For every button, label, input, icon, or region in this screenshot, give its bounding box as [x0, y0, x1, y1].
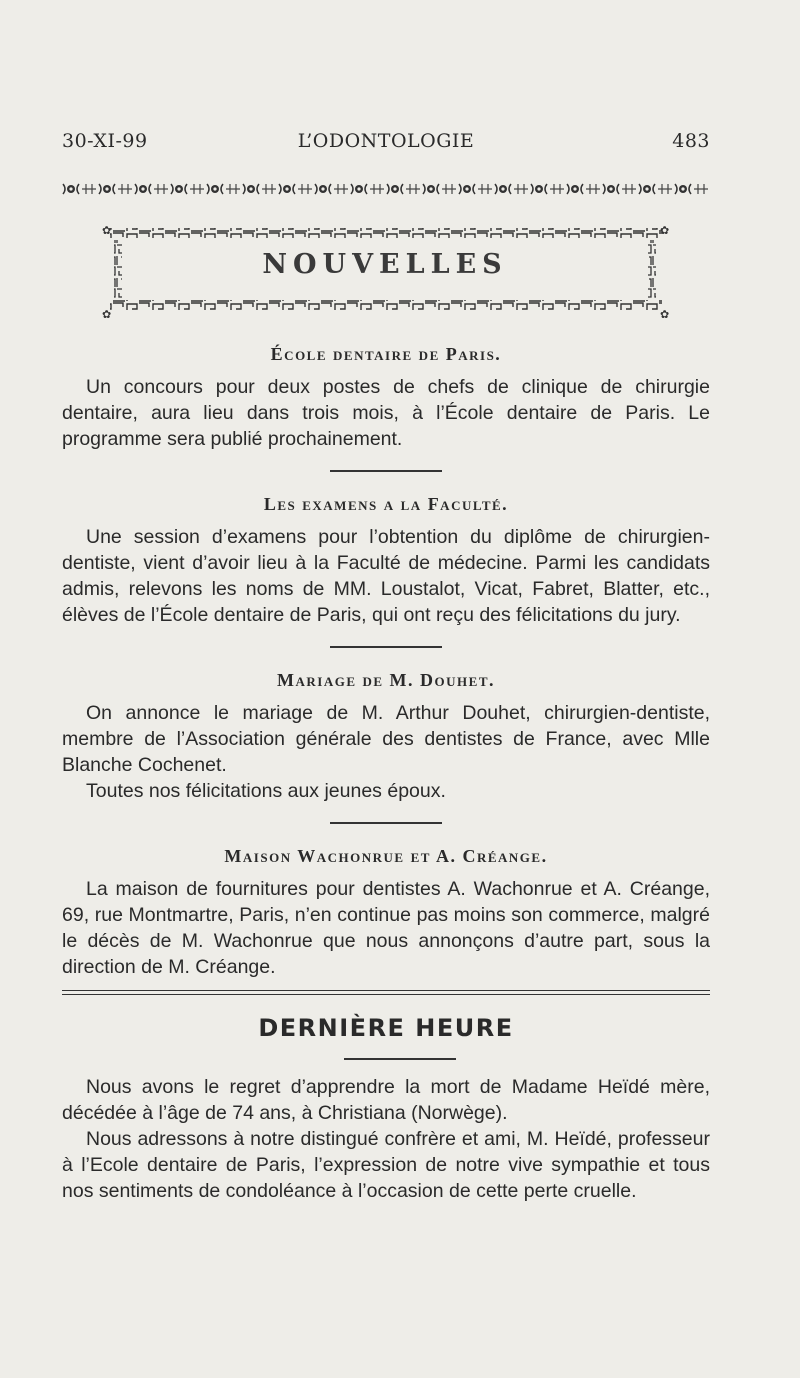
svg-text:✿: ✿ — [102, 308, 112, 321]
section-examens — [62, 490, 710, 628]
section-divider — [330, 822, 442, 824]
section-paragraph: Un concours pour deux postes de chefs de clinique de chirurgie dentaire, aura lieu dans trois mois, à l’École dentaire de Paris. Le programme sera publié prochainement. — [62, 376, 710, 450]
svg-text:✿: ✿ — [102, 224, 112, 237]
header-date: 30-XI-99 — [62, 130, 148, 152]
section-paragraph: On annonce le mariage de M. Arthur Douhet, chirurgien-dentiste, membre de l’Association générale des dentistes de France, avec Mlle Blanche Cochenet. — [62, 702, 710, 776]
nouvelles-ornamental-frame — [100, 222, 670, 324]
heading-underline — [344, 1058, 456, 1060]
page-number: 483 — [672, 130, 710, 152]
section-paragraph: Toutes nos félicitations aux jeunes époux. — [86, 780, 446, 802]
section-title: Maison Wachonrue et A. Créange. — [224, 846, 548, 866]
decorative-ornament-band — [62, 180, 710, 198]
section-mariage — [62, 666, 710, 804]
news-content — [62, 340, 710, 980]
section-paragraph: Nous avons le regret d’apprendre la mort de Madame Heïdé mère, décédée à l’âge de 74 ans, à Christiana (Norwège). — [62, 1076, 710, 1124]
derniere-heure-heading: DERNIÈRE HEURE — [258, 1014, 514, 1042]
section-ecole-dentaire — [62, 340, 710, 452]
section-paragraph: Une session d’examens pour l’obtention du diplôme de chirurgien-dentiste, vient d’avoir lieu à la Faculté de médecine. Parmi les candidats admis, relevons les noms de MM. Loustalot, Vicat, Fabret, Blatter, etc., élèves de l’École dentaire de Paris, qui ont reçu des félicitations du jury. — [62, 526, 710, 626]
derniere-heure-content — [62, 1074, 710, 1204]
svg-text:✿: ✿ — [660, 308, 670, 321]
section-paragraph: La maison de fournitures pour dentistes A. Wachonrue et A. Créange, 69, rue Montmartre, Paris, n’en continue pas moins son commerce, malgré le décès de M. Wachonrue que nous annonçons d’autre part, sous la direction de M. Créange. — [62, 878, 710, 978]
svg-text:✿: ✿ — [660, 224, 670, 237]
double-rule-divider — [62, 990, 710, 998]
nouvelles-heading: NOUVELLES — [262, 249, 508, 280]
section-title: École dentaire de Paris. — [270, 344, 502, 364]
section-title: Les examens a la Faculté. — [263, 494, 509, 514]
section-divider — [330, 470, 442, 472]
header-journal-title: L’ODONTOLOGIE — [297, 130, 475, 152]
section-paragraph: Nous adressons à notre distingué confrère et ami, M. Heïdé, professeur à l’Ecole dentaire de Paris, l’expression de notre vive sympathie et tous nos sentiments de condoléance à l’occasion de cette perte cruelle. — [62, 1128, 710, 1202]
section-divider — [330, 646, 442, 648]
section-title: Mariage de M. Douhet. — [277, 670, 495, 690]
section-maison — [62, 842, 710, 980]
